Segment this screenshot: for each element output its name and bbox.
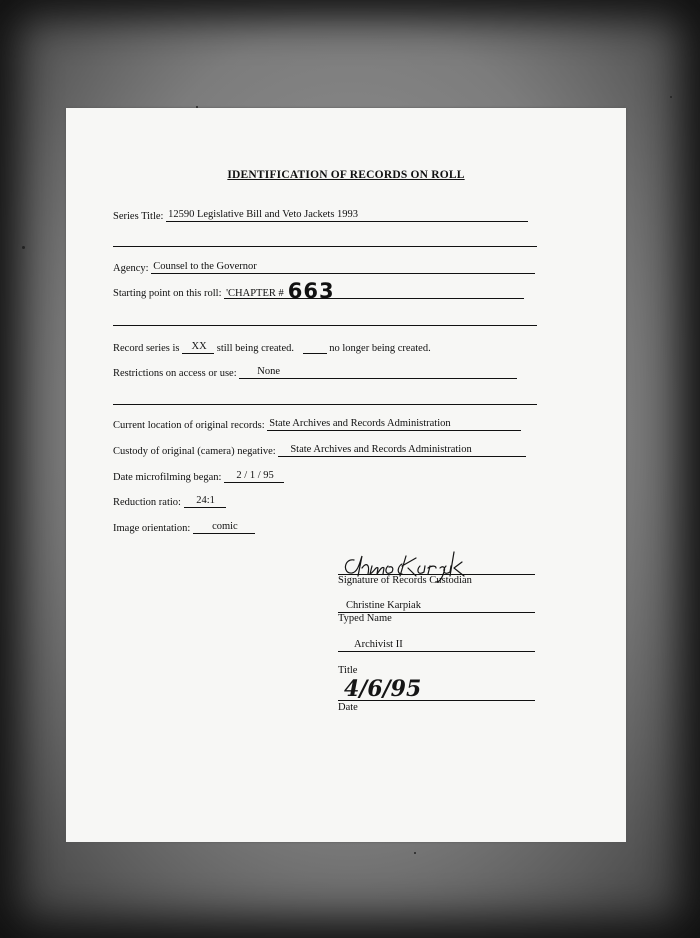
series-title-row [113,208,528,222]
image-orientation-value: comic [193,520,255,534]
date-line [338,700,535,701]
record-series-label: Record series is [113,343,180,354]
date-microfilming-label: Date microfilming began: [113,472,222,483]
starting-point-row [113,279,524,303]
custody-value: State Archives and Records Administration [278,443,526,457]
starting-point-label: Starting point on this roll: [113,288,222,299]
current-location-row [113,417,521,431]
blank-line [113,246,537,247]
records-form-sheet [66,108,626,842]
series-title-value: 12590 Legislative Bill and Veto Jackets 1993 [166,208,528,222]
image-orientation-label: Image orientation: [113,523,191,534]
still-being-created-mark: XX [182,340,214,354]
date-microfilming-row [113,469,284,483]
record-series-row [113,340,431,354]
typed-name-value: Christine Karpiak [346,600,421,611]
current-location-label: Current location of original records: [113,420,265,431]
restrictions-value: None [239,365,517,379]
date-microfilming-value: 2 / 1 / 95 [224,469,284,483]
reduction-ratio-value: 24:1 [184,494,226,508]
current-location-value: State Archives and Records Administration [267,417,521,431]
no-longer-created-mark [303,353,327,354]
reduction-ratio-row [113,494,226,508]
agency-row [113,260,535,274]
chapter-number-handwritten: 663 [287,279,335,303]
film-speck [414,852,416,854]
restrictions-row [113,365,517,379]
custody-label: Custody of original (camera) negative: [113,446,276,457]
form-title: IDENTIFICATION OF RECORDS ON ROLL [227,169,465,181]
title-value: Archivist II [354,639,403,650]
agency-label: Agency: [113,263,149,274]
series-title-label: Series Title: [113,211,164,222]
no-longer-created-text: no longer being created. [329,343,431,354]
typed-name-label: Typed Name [338,613,392,624]
still-being-created-text: still being created. [216,343,294,354]
signature-label: Signature of Records Custodian [338,575,472,586]
film-speck [22,246,25,249]
custody-row [113,443,526,457]
film-speck [670,96,672,98]
chapter-prefix: 'CHAPTER # [226,288,284,299]
handwritten-date: 4/6/95 [344,676,422,702]
film-speck [196,106,198,108]
blank-line [113,404,537,405]
starting-point-value [224,279,524,303]
image-orientation-row [113,520,255,534]
reduction-ratio-label: Reduction ratio: [113,497,181,508]
agency-value: Counsel to the Governor [151,260,535,274]
title-label: Title [338,665,358,676]
restrictions-label: Restrictions on access or use: [113,368,237,379]
title-line [338,651,535,652]
date-label: Date [338,702,358,713]
blank-line [113,325,537,326]
